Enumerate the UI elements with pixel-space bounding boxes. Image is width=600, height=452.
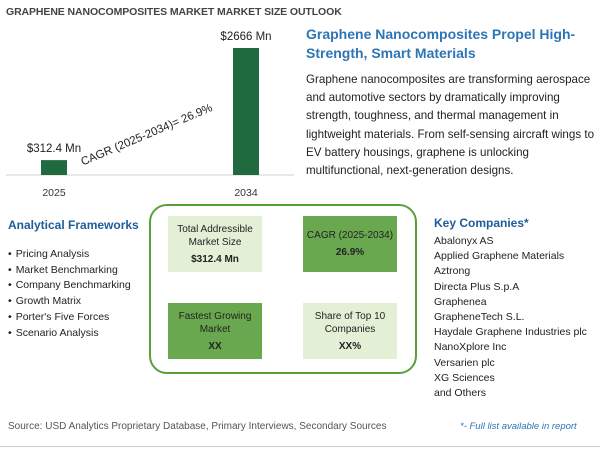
company-item: Abalonyx AS <box>434 235 494 247</box>
framework-item: • Market Benchmarking <box>8 263 131 279</box>
full-list-footnote: *- Full list available in report <box>460 421 577 432</box>
company-item: Applied Graphene Materials <box>434 250 565 263</box>
x-tick-label-2025: 2025 <box>42 187 66 199</box>
frameworks-list <box>8 247 131 341</box>
metric-cagr <box>303 216 397 272</box>
chart-title: GRAPHENE NANOCOMPOSITES MARKET MARKET SIZE OUTLOOK <box>6 6 342 18</box>
company-item: Directa Plus S.p.A <box>434 280 520 293</box>
headline: Graphene Nanocomposites Propel High-Strength, Smart Materials <box>306 26 576 61</box>
metric-share-value: XX% <box>338 340 362 352</box>
company-item: and Others <box>434 387 486 400</box>
framework-item: • Pricing Analysis <box>8 247 131 263</box>
metric-fastest-label: Fastest Growing Market <box>178 310 252 335</box>
companies-title: Key Companies* <box>434 216 529 230</box>
company-item: NanoXplore Inc <box>434 341 507 354</box>
bar-2034 <box>233 48 259 175</box>
description: Graphene nanocomposites are transforming aerospace and automotive sectors by dramatically improving strength, toughness, and thermal management in lightweight materials. From self-sensing aircraft wings to EV battery housings, graphene is unlocking multifunctional, next-generation designs. <box>306 73 595 178</box>
company-item: XG Sciences <box>434 371 495 384</box>
bar-2025 <box>41 160 67 175</box>
company-item: Versarien plc <box>434 356 495 369</box>
company-item: Haydale Graphene Industries plc <box>434 326 587 339</box>
data-label-2025: $312.4 Mn <box>26 143 82 156</box>
framework-item: • Growth Matrix <box>8 294 131 310</box>
metric-cagr-value: 26.9% <box>335 247 365 258</box>
bottom-divider <box>0 446 600 447</box>
cagr-annotation: CAGR (2025-2034)= 26.9% <box>79 102 215 169</box>
metric-tam-label: Total Addressible Market Size <box>177 223 253 248</box>
companies-list <box>434 234 587 401</box>
frameworks-title: Analytical Frameworks <box>8 218 139 232</box>
metric-cagr-label: CAGR (2025-2034) <box>306 230 394 241</box>
company-item: Graphenea <box>434 295 487 308</box>
bar-chart <box>0 20 300 202</box>
company-item: GrapheneTech S.L. <box>434 311 525 324</box>
framework-item: • Porter's Five Forces <box>8 310 131 326</box>
source-note: Source: USD Analytics Proprietary Database, Primary Interviews, Secondary Sources <box>8 421 387 432</box>
framework-item: • Scenario Analysis <box>8 326 131 342</box>
metric-share <box>303 303 397 359</box>
metric-tam <box>168 216 262 272</box>
metric-share-label: Share of Top 10 Companies <box>314 310 386 335</box>
metric-fastest-value: XX <box>208 340 222 352</box>
company-item: Aztrong <box>434 265 471 278</box>
metric-fastest <box>168 303 262 359</box>
data-label-2034: $2666 Mn <box>220 31 272 43</box>
framework-item: • Company Benchmarking <box>8 278 131 294</box>
metric-tam-value: $312.4 Mn <box>191 253 239 265</box>
x-tick-label-2034: 2034 <box>234 187 258 199</box>
